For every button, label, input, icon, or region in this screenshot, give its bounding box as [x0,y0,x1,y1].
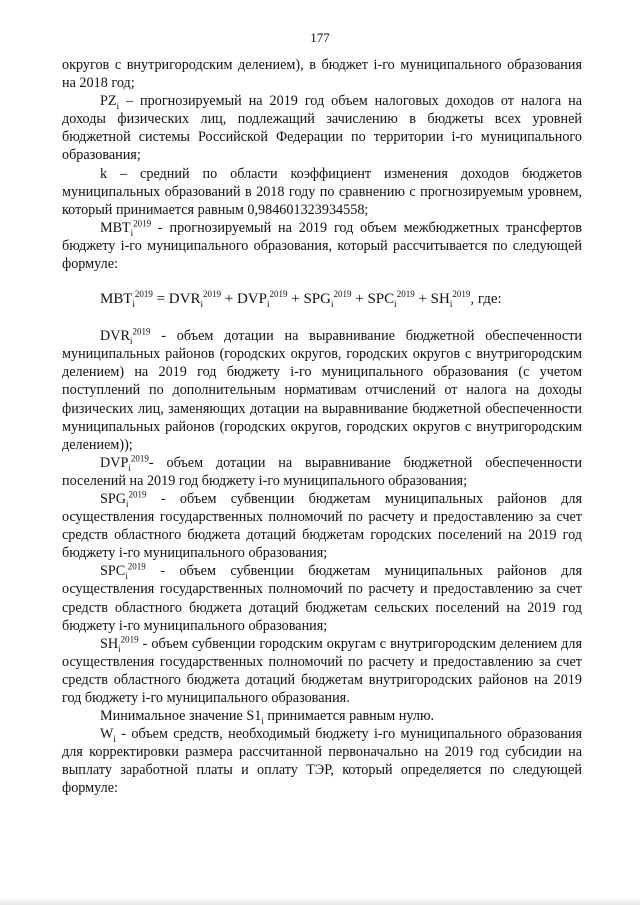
scan-bottom-edge [0,897,640,905]
formula-term-sh: SH [430,291,450,308]
formula-sub: i [449,299,453,310]
formula-sup: 2019 [134,289,153,300]
paragraph-pz-definition [62,92,582,164]
mbt-definition-text: - прогнозируемый на 2019 год объем межбюджетных трансфертов бюджету i-го муниципального образования, который рассчитывается по следующей формуле: [62,219,582,273]
formula-plus: + [414,291,431,308]
paragraph-w-definition [62,725,582,797]
mbt-formula [62,289,582,309]
formula-plus: + [220,291,237,308]
document-body [62,56,582,798]
symbol-w-subscript: i [113,734,116,745]
minimum-value-text-before: Минимальное значение S1 [100,708,262,725]
minimum-value-text-after: принимается равным нулю. [263,708,435,725]
formula-term-dvp: DVP [236,291,267,308]
symbol-spc: SPC [100,563,126,580]
spc-definition-text: - объем субвенции бюджетам муниципальных районов для осуществления государственных полномочий по расчету и предоставлению за счет средств областного бюджета дотаций бюджетам сельских поселений на 2019 год бюджету i-го муниципального образования; [62,563,582,634]
paragraph-minimum-value [62,707,582,725]
formula-term-mbt: МВТ [100,291,133,308]
symbol-mbt-superscript: 2019 [133,218,152,229]
symbol-mbt-subscript: i [130,227,134,238]
symbol-spg-subscript: i [126,498,129,509]
paragraph-dvp-definition [62,454,582,490]
pz-definition-text: – прогнозируемый на 2019 год объем налоговых доходов от налога на доходы физических лиц, подлежащий зачислению в бюджеты всех уровней бюджетной системы Российской Федерации по территории i-го муниципального образования; [62,93,582,164]
spg-definition-text: - объем субвенции бюджетам муниципальных районов для осуществления государственных полномочий по расчету и предоставлению за счет средств областного бюджета дотаций бюджетам городских поселений на 2019 год бюджету i-го муниципального образования; [62,490,582,562]
symbol-dvr: DVR [100,328,130,345]
symbol-pz-subscript: i [116,101,120,112]
formula-sub: i [132,299,135,310]
symbol-spg: SPG [100,490,127,507]
symbol-sh-superscript: 2019 [120,633,139,644]
symbol-dvr-superscript: 2019 [132,326,151,337]
paragraph-mbt-definition [62,219,582,273]
formula-sup: 2019 [396,289,415,300]
symbol-mbt: МВТ [100,219,131,236]
formula-sub: i [200,299,203,310]
formula-term-spg: SPG [303,291,331,308]
paragraph-continuation: округов с внутригородским делением), в бюджет i-го муниципального образования на 2018 год; [62,57,582,92]
symbol-dvp: DVP [100,454,129,471]
symbol-spc-superscript: 2019 [127,561,146,572]
sh-definition-text: - объем субвенции городским округам с внутригородским делением для осуществления государственных полномочий по расчету и предоставлению за счет средств областного бюджета дотаций бюджетам внутригородских районов на 2019 год бюджету i-го муниципального образования. [62,635,582,706]
symbol-dvr-subscript: i [129,335,133,346]
paragraph-spc-definition [62,562,582,634]
formula-plus: + [351,291,368,308]
symbol-spc-subscript: i [125,571,128,582]
page-number: 177 [310,30,330,45]
w-definition-text: - объем средств, необходимый бюджету i-го муниципального образования для корректировки размера рассчитанной первоначально на 2019 год субсидии на выплату заработной платы и оплату ТЭР, который определяется по следующей формуле: [62,726,582,797]
formula-sub: i [394,299,397,310]
formula-sub: i [330,299,334,310]
symbol-pz: PZ [100,93,117,110]
paragraph-sh-definition [62,635,582,707]
formula-plus: + [287,291,304,308]
formula-sup: 2019 [452,289,471,300]
dvr-definition-text: - объем дотации на выравнивание бюджетной обеспеченности муниципальных районов (городских округов, городских округов с внутригородским делением) на 2019 год бюджету i-го муниципального образования (с учетом поступлений по дополнительным нормативам отчислений от налога на доходы физических лиц, заменяющих дотации на выравнивание бюджетной обеспеченности муниципальных районов (городских округов, городских округов с внутригородским делением)); [62,328,582,453]
formula-sup: 2019 [202,289,221,300]
paragraph-k-definition: k – средний по области коэффициент изменения доходов бюджетов муниципальных образований в 2018 году по сравнению с прогнозируемым уровнем, который принимается равным 0,984601323934558; [62,165,582,218]
symbol-dvp-subscript: i [128,462,131,473]
formula-term-spc: SPC [367,291,395,308]
formula-sup: 2019 [269,289,288,300]
symbol-sh: SH [100,635,119,652]
symbol-spg-superscript: 2019 [128,489,147,500]
formula-term-dvr: DVR [168,291,201,308]
symbol-dvp-superscript: 2019 [130,453,149,464]
formula-equals: = [152,291,169,308]
paragraph-dvr-definition [62,327,582,454]
formula-sub: i [266,299,270,310]
symbol-w: W [100,726,114,743]
symbol-s1-subscript: i [261,715,264,726]
symbol-sh-subscript: i [118,643,121,654]
formula-tail: , где: [470,291,502,308]
dvp-definition-text: - объем дотации на выравнивание бюджетной обеспеченности поселений на 2019 год бюджету i-го муниципального образования; [62,454,582,489]
paragraph-spg-definition [62,490,582,562]
formula-sup: 2019 [333,289,352,300]
